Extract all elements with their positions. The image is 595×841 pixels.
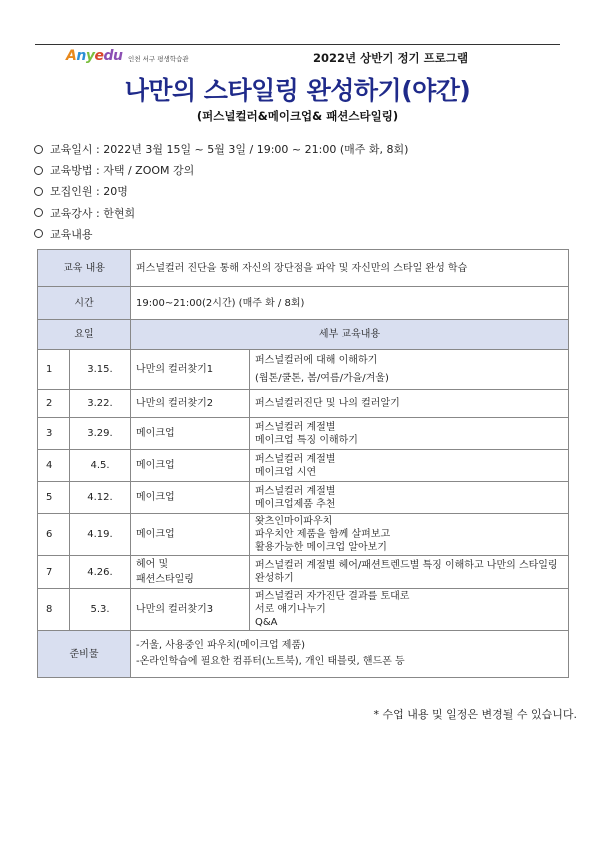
row-number: 8 — [38, 589, 70, 631]
content-value: 퍼스널컬러 진단을 통해 자신의 장단점을 파악 및 자신만의 스타일 완성 학습 — [131, 250, 569, 287]
row-detail: 왓츠인마이파우치 파우치안 제품을 함께 살펴보고 활용가능한 메이크업 알아보기 — [250, 514, 569, 556]
prep-value: -거울, 사용중인 파우치(메이크업 제품) -온라인학습에 필요한 컴퓨터(노트북), 개인 태블릿, 핸드폰 등 — [131, 631, 569, 678]
row-topic: 나만의 컬러찾기1 — [131, 350, 250, 390]
day-header: 요일 — [38, 320, 131, 350]
row-date: 3.22. — [70, 390, 131, 418]
row-topic: 헤어 및 패션스타일링 — [131, 556, 250, 589]
row-detail: 퍼스널컬러에 대해 이해하기 (웜톤/쿨톤, 봄/여름/가을/겨울) — [250, 350, 569, 390]
row-detail: 퍼스널컬러 계절별 헤어/패션트렌드별 특징 이해하고 나만의 스타일링 완성하기 — [250, 556, 569, 589]
row-number: 3 — [38, 418, 70, 450]
row-date: 3.15. — [70, 350, 131, 390]
info-item: 모집인원 : 20명 — [34, 181, 408, 202]
row-topic: 메이크업 — [131, 418, 250, 450]
row-number: 5 — [38, 482, 70, 514]
circle-bullet-icon — [34, 229, 43, 238]
program-label: 2022년 상반기 정기 프로그램 — [313, 51, 469, 65]
change-notice: * 수업 내용 및 일정은 변경될 수 있습니다. — [373, 708, 577, 721]
circle-bullet-icon — [34, 208, 43, 217]
logo — [66, 48, 216, 72]
info-item: 교육방법 : 자택 / ZOOM 강의 — [34, 160, 408, 181]
row-detail: 퍼스널컬러 계절별 메이크업 특징 이해하기 — [250, 418, 569, 450]
row-detail: 퍼스널컬러진단 및 나의 컬러알기 — [250, 390, 569, 418]
row-number: 2 — [38, 390, 70, 418]
circle-bullet-icon — [34, 145, 43, 154]
table-row — [38, 589, 569, 631]
curriculum-table — [37, 249, 569, 678]
table-row — [38, 418, 569, 450]
page-title: 나만의 스타일링 완성하기(야간) — [124, 76, 471, 105]
row-topic: 나만의 컬러찾기3 — [131, 589, 250, 631]
circle-bullet-icon — [34, 166, 43, 175]
table-row — [38, 350, 569, 390]
time-label: 시간 — [38, 287, 131, 320]
content-label: 교육 내용 — [38, 250, 131, 287]
page-subtitle: (퍼스널컬러&메이크업& 패션스타일링) — [196, 109, 399, 123]
row-detail: 퍼스널컬러 계절별 메이크업제품 추천 — [250, 482, 569, 514]
table-row — [38, 287, 569, 320]
row-number: 4 — [38, 450, 70, 482]
circle-bullet-icon — [34, 187, 43, 196]
row-topic: 메이크업 — [131, 450, 250, 482]
table-row — [38, 631, 569, 678]
table-row — [38, 450, 569, 482]
prep-label: 준비물 — [38, 631, 131, 678]
logo-subtitle: 인천 서구 평생학습관 — [128, 55, 189, 63]
row-date: 3.29. — [70, 418, 131, 450]
row-number: 7 — [38, 556, 70, 589]
time-value: 19:00~21:00(2시간) (매주 화 / 8회) — [131, 287, 569, 320]
logo-wordmark: Anyedu — [66, 48, 123, 64]
row-date: 4.5. — [70, 450, 131, 482]
row-date: 4.19. — [70, 514, 131, 556]
info-item: 교육일시 : 2022년 3월 15일 ~ 5월 3일 / 19:00 ~ 21:00 (매주 화, 8회) — [34, 139, 408, 160]
row-topic: 나만의 컬러찾기2 — [131, 390, 250, 418]
table-row — [38, 514, 569, 556]
top-rule — [35, 44, 560, 45]
info-item: 교육내용 — [34, 224, 408, 245]
table-row — [38, 556, 569, 589]
detail-header: 세부 교육내용 — [131, 320, 569, 350]
table-row — [38, 390, 569, 418]
row-topic: 메이크업 — [131, 482, 250, 514]
row-date: 5.3. — [70, 589, 131, 631]
row-topic: 메이크업 — [131, 514, 250, 556]
info-list — [34, 139, 408, 245]
table-row — [38, 320, 569, 350]
row-detail: 퍼스널컬러 계절별 메이크업 시연 — [250, 450, 569, 482]
table-row — [38, 250, 569, 287]
row-date: 4.26. — [70, 556, 131, 589]
row-date: 4.12. — [70, 482, 131, 514]
row-number: 6 — [38, 514, 70, 556]
info-item: 교육강사 : 한현희 — [34, 203, 408, 224]
row-number: 1 — [38, 350, 70, 390]
table-row — [38, 482, 569, 514]
row-detail: 퍼스널컬러 자가진단 결과를 토대로 서로 얘기나누기 Q&A — [250, 589, 569, 631]
